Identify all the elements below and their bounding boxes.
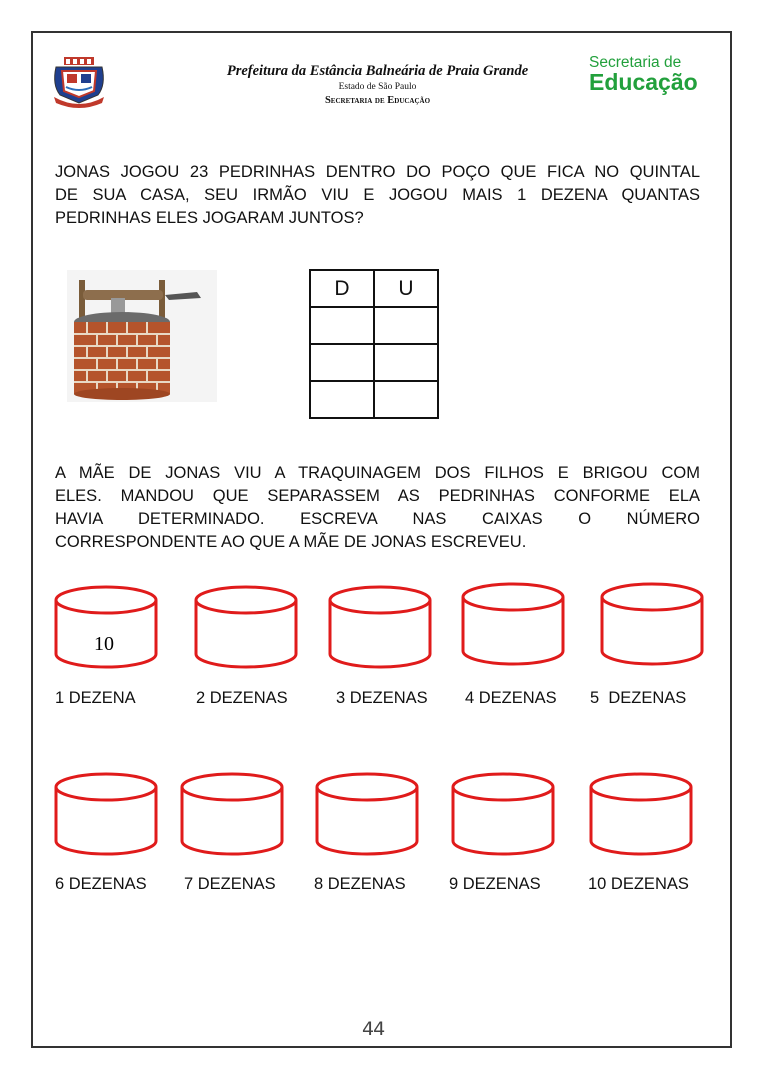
education-logo-top: Secretaria de <box>589 54 682 71</box>
tens-cell[interactable] <box>310 344 374 381</box>
box-value-1[interactable]: 10 <box>94 633 114 655</box>
box-label-6: 6 DEZENAS <box>55 875 147 893</box>
tens-header: D <box>310 270 374 307</box>
table-row <box>310 381 438 418</box>
question-2-text <box>55 462 700 554</box>
units-cell[interactable] <box>374 381 438 418</box>
units-cell[interactable] <box>374 307 438 344</box>
well-illustration <box>67 270 217 402</box>
tens-cell[interactable] <box>310 381 374 418</box>
stone-box-5[interactable] <box>600 579 704 669</box>
question-2-line: ELES. MANDOU QUE SEPARASSEM AS PEDRINHAS CONFORME ELA <box>55 487 700 505</box>
box-label-8: 8 DEZENAS <box>314 875 406 893</box>
stone-box-3[interactable] <box>328 582 432 672</box>
stone-box-9[interactable] <box>451 769 555 859</box>
question-2-line: CORRESPONDENTE AO QUE A MÃE DE JONAS ESCREVEU. <box>55 533 527 551</box>
question-1-line: JONAS JOGOU 23 PEDRINHAS DENTRO DO POÇO QUE FICA NO QUINTAL <box>55 163 700 181</box>
question-1-text <box>55 161 700 230</box>
table-header-row <box>310 270 438 307</box>
stone-box-8[interactable] <box>315 769 419 859</box>
coat-of-arms-emblem <box>50 57 108 109</box>
box-label-2: 2 DEZENAS <box>196 689 288 707</box>
box-label-4: 4 DEZENAS <box>465 689 557 707</box>
box-label-9: 9 DEZENAS <box>449 875 541 893</box>
box-label-7: 7 DEZENAS <box>184 875 276 893</box>
stone-box-4[interactable] <box>461 579 565 669</box>
stone-box-6[interactable] <box>54 769 158 859</box>
stone-box-10[interactable] <box>589 769 693 859</box>
units-cell[interactable] <box>374 344 438 381</box>
question-2-line: A MÃE DE JONAS VIU A TRAQUINAGEM DOS FILHOS E BRIGOU COM <box>55 464 700 482</box>
state-subtitle: Estado de São Paulo <box>338 82 417 92</box>
page-number: 44 <box>362 1018 385 1040</box>
education-logo-main: Educação <box>589 69 698 95</box>
units-header: U <box>374 270 438 307</box>
box-label-10: 10 DEZENAS <box>588 875 689 893</box>
question-1-line: DE SUA CASA, SEU IRMÃO VIU E JOGOU MAIS 1 DEZENA QUANTAS <box>55 186 700 204</box>
question-1-line: PEDRINHAS ELES JOGARAM JUNTOS? <box>55 209 364 227</box>
table-row <box>310 307 438 344</box>
municipality-title: Prefeitura da Estância Balneária de Praia Grande <box>226 63 529 79</box>
box-label-1: 1 DEZENA <box>55 689 136 707</box>
table-row <box>310 344 438 381</box>
stone-box-1 <box>54 582 158 672</box>
tens-cell[interactable] <box>310 307 374 344</box>
box-label-5: 5 DEZENAS <box>590 689 687 707</box>
box-label-3: 3 DEZENAS <box>336 689 428 707</box>
stone-box-7[interactable] <box>180 769 284 859</box>
stone-box-2[interactable] <box>194 582 298 672</box>
department-title: Secretaria de Educação <box>324 95 431 106</box>
place-value-table <box>309 269 439 419</box>
question-2-line: HAVIA DETERMINADO. ESCREVA NAS CAIXAS O NÚMERO <box>55 510 700 528</box>
